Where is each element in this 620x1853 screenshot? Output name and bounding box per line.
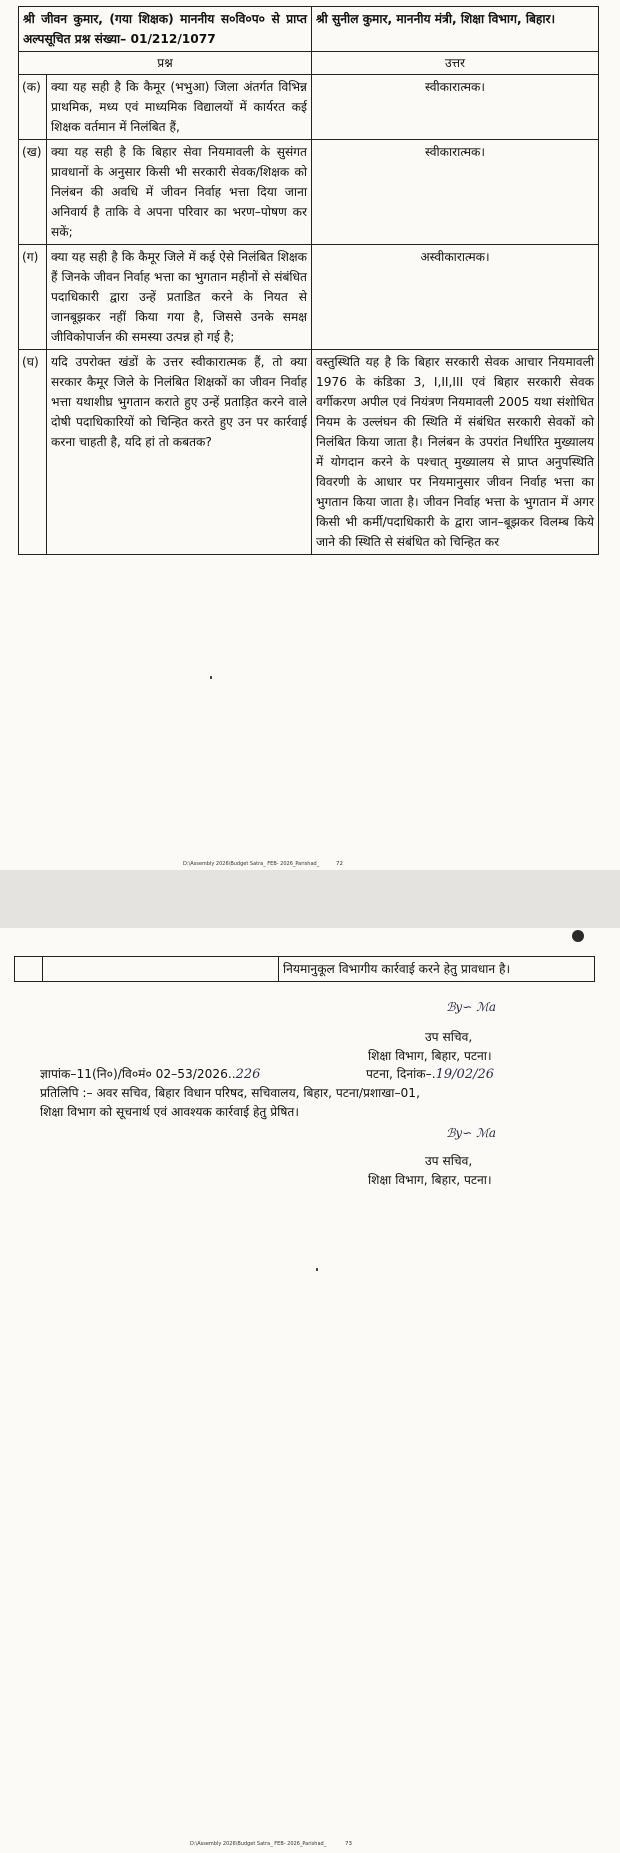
table-row — [19, 75, 599, 140]
table-row — [19, 140, 599, 245]
question-text: क्या यह सही है कि कैमूर (भभुआ) जिला अंतर्गत विभिन्न प्राथमिक, मध्य एवं माध्यमिक विद्यालयों में कार्यरत कई शिक्षक वर्तमान में निलंबित हैं, — [47, 75, 312, 140]
continuation-text: नियमानुकूल विभागीय कार्रवाई करने हेतु प्रावधान है। — [279, 957, 595, 982]
copy-to-line: शिक्षा विभाग को सूचनार्थ एवं आवश्यक कार्रवाई हेतु प्रेषित। — [40, 1105, 299, 1119]
continuation-table — [14, 956, 595, 982]
answerer-heading: श्री सुनील कुमार, माननीय मंत्री, शिक्षा विभाग, बिहार। — [312, 7, 599, 52]
question-text: क्या यह सही है कि बिहार सेवा नियमावली के सुसंगत प्रावधानों के अनुसार किसी भी सरकारी सेवक/शिक्षक को निलंबन की अवधि में जीवन निर्वाह भत्ता दिया जाना अनिवार्य है ताकि वे अपना परिवार का भरण–पोषण कर सकें; — [47, 140, 312, 245]
question-column-header: प्रश्न — [19, 52, 312, 75]
memo-place-date — [366, 1065, 494, 1084]
empty-cell — [43, 957, 279, 982]
file-path-footer: D:\Assembly 2026\Budget Satra_ FEB- 2026_Parishad_ — [190, 1841, 327, 1847]
scan-speck — [316, 1268, 318, 1271]
questioner-heading: श्री जीवन कुमार, (गया शिक्षक) माननीय स०वि०प० से प्राप्त अल्पसूचित प्रश्न संख्या– 01/212/1077 — [19, 7, 312, 52]
memo-date-handwritten: 19/02/26 — [435, 1067, 495, 1082]
memo-date-label: पटना, दिनांक–. — [366, 1067, 436, 1081]
file-path-footer: D:\Assembly 2026\Budget Satra_ FEB- 2026_Parishad_ — [183, 861, 320, 867]
answer-text: स्वीकारात्मक। — [312, 75, 599, 140]
document-page-72 — [0, 0, 620, 870]
signatory-office: शिक्षा विभाग, बिहार, पटना। — [368, 1049, 492, 1063]
row-mark: (क) — [19, 75, 47, 140]
scan-dot — [572, 930, 584, 942]
answer-text: स्वीकारात्मक। — [312, 140, 599, 245]
answer-text: वस्तुस्थिति यह है कि बिहार सरकारी सेवक आचार नियमावली 1976 के कंडिका 3, I,II,III एवं बिहार सरकारी सेवक वर्गीकरण अपील एवं नियंत्रण नियमावली 2005 यथा संशोधित नियम के उल्लंघन की स्थिति में संबंधित सरकारी सेवकों को निलंबित किया जाता है। निलंबन के उपरांत निर्धारित मुख्यालय में योगदान करने के पश्चात् मुख्यालय से प्राप्त अनुपस्थिति विवरणी के आधार पर नियमानुसार जीवन निर्वाह भत्ता का भुगतान किया जाता है। जीवन निर्वाह भत्ता के भुगतान में अगर किसी भी कर्मी/पदाधिकारी के द्वारा जान–बूझकर विलम्ब किये जाने की स्थिति से संबंधित को चिन्हित कर — [312, 350, 599, 555]
signature: ℬy∽ ℳa — [446, 1000, 497, 1014]
table-row — [19, 350, 599, 555]
memo-number-label: ज्ञापांक–11(नि०)/वि०मं० 02–53/2026.. — [40, 1067, 236, 1081]
signature: ℬy∽ ℳa — [446, 1126, 497, 1140]
row-mark: (घ) — [19, 350, 47, 555]
page-gap — [0, 870, 620, 928]
signatory-office: शिक्षा विभाग, बिहार, पटना। — [368, 1173, 492, 1187]
row-mark: (ख) — [19, 140, 47, 245]
document-page-73 — [0, 928, 620, 1853]
answer-text: अस्वीकारात्मक। — [312, 245, 599, 350]
memo-number — [40, 1065, 260, 1084]
page-number: 73 — [345, 1841, 352, 1847]
answer-column-header: उत्तर — [312, 52, 599, 75]
page-number: 72 — [336, 861, 343, 867]
signatory-title: उप सचिव, — [425, 1030, 473, 1044]
table-row — [19, 245, 599, 350]
question-text: यदि उपरोक्त खंडों के उत्तर स्वीकारात्मक हैं, तो क्या सरकार कैमूर जिले के निलंबित शिक्षकों का जीवन निर्वाह भत्ता यथाशीघ्र भुगतान कराते हुए उन्हें प्रताड़ित करने वाले दोषी पदाधिकारियों को चिन्हित करते हुए उन पर कार्रवाई करना चाहती है, यदि हां तो कबतक? — [47, 350, 312, 555]
table-header-row — [19, 7, 599, 52]
question-text: क्या यह सही है कि कैमूर जिले में कई ऐसे निलंबित शिक्षक हैं जिनके जीवन निर्वाह भत्ता का भुगतान महीनों से संबंधित पदाधिकारी द्वारा उन्हें प्रताडित करने के नियत से जानबूझकर नहीं किया गया है, जिससे उनके समक्ष जीविकोपार्जन की समस्या उत्पन्न हो गई है; — [47, 245, 312, 350]
scan-speck — [210, 676, 212, 679]
copy-to-line: प्रतिलिपि :– अवर सचिव, बिहार विधान परिषद, सचिवालय, बिहार, पटना/प्रशाखा–01, — [40, 1086, 420, 1100]
empty-cell — [15, 957, 43, 982]
question-answer-table — [18, 6, 599, 555]
memo-number-handwritten: 226 — [235, 1067, 261, 1082]
signatory-title: उप सचिव, — [425, 1154, 473, 1168]
table-row — [15, 957, 595, 982]
row-mark: (ग) — [19, 245, 47, 350]
column-header-row — [19, 52, 599, 75]
